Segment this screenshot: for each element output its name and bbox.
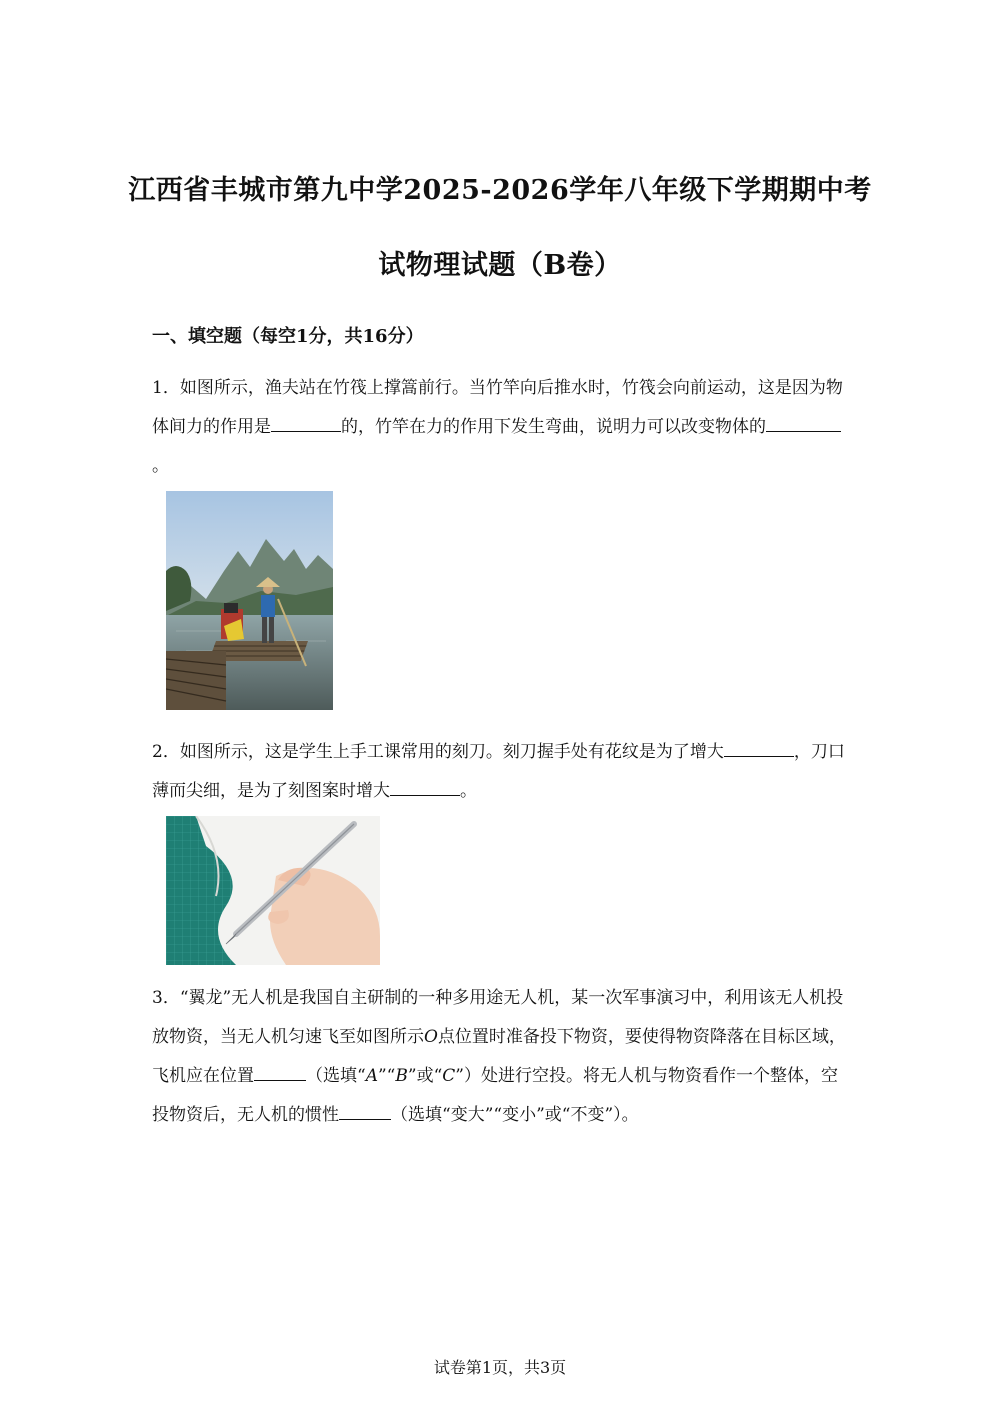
question-1-text-c: 。 [152,456,169,476]
section-heading: 一、填空题（每空1分，共16分） [152,326,424,347]
bamboo-raft-photo [166,491,333,710]
answer-blank [254,1062,306,1081]
question-3-text-e: ”或“ [407,1066,443,1086]
question-2-text-c: 。 [460,781,477,801]
variable-c: C [442,1066,456,1086]
variable-a: A [365,1066,378,1086]
question-3-text-g: （选填“变大”“变小”或“不变”）。 [391,1105,639,1125]
answer-blank [390,777,460,796]
question-1-text-a: 1．如图所示，渔夫站在竹筏上撑篙前行。当竹竿向后推水时，竹筏会向前运动，这是因为物体间力的作用是 [152,378,843,437]
craft-knife-photo [166,816,380,965]
question-2-text-b: ，刀口薄而尖细，是为了刻图案时增大 [152,742,845,801]
document-title-line-1: 江西省丰城市第九中学2025-2026学年八年级下学期期中考 [128,175,872,206]
answer-blank [271,413,341,432]
question-1-text-b: 的，竹竿在力的作用下发生弯曲，说明力可以改变物体的 [341,417,766,437]
page-footer: 试卷第1页，共3页 [433,1358,567,1377]
question-3-text-d: ”“ [377,1066,396,1086]
question-3-text-c: （选填“ [306,1066,366,1086]
question-2-text-a: 2．如图所示，这是学生上手工课常用的刻刀。刻刀握手处有花纹是为了增大 [152,742,724,762]
answer-blank [766,413,841,432]
question-3-text-b: 点位置时准备投下物资，要使得物资降落在目标区域，飞机应在位置 [152,1027,846,1086]
question-3-text-f: ”）处进行空投。将无人机与物资看作一个整体，空投物资后，无人机的惯性 [152,1066,838,1125]
question-3 [152,979,852,1135]
question-3-text-a: 3．“翼龙”无人机是我国自主研制的一种多用途无人机，某一次军事演习中，利用该无人机投放物资，当无人机匀速飞至如图所示 [152,988,844,1047]
variable-b: B [395,1066,408,1086]
document-title-line-2: 试物理试题（B卷） [378,250,622,281]
answer-blank [339,1101,391,1120]
variable-o: O [424,1027,438,1047]
answer-blank [724,738,794,757]
question-1 [152,369,852,486]
question-2 [152,733,852,811]
